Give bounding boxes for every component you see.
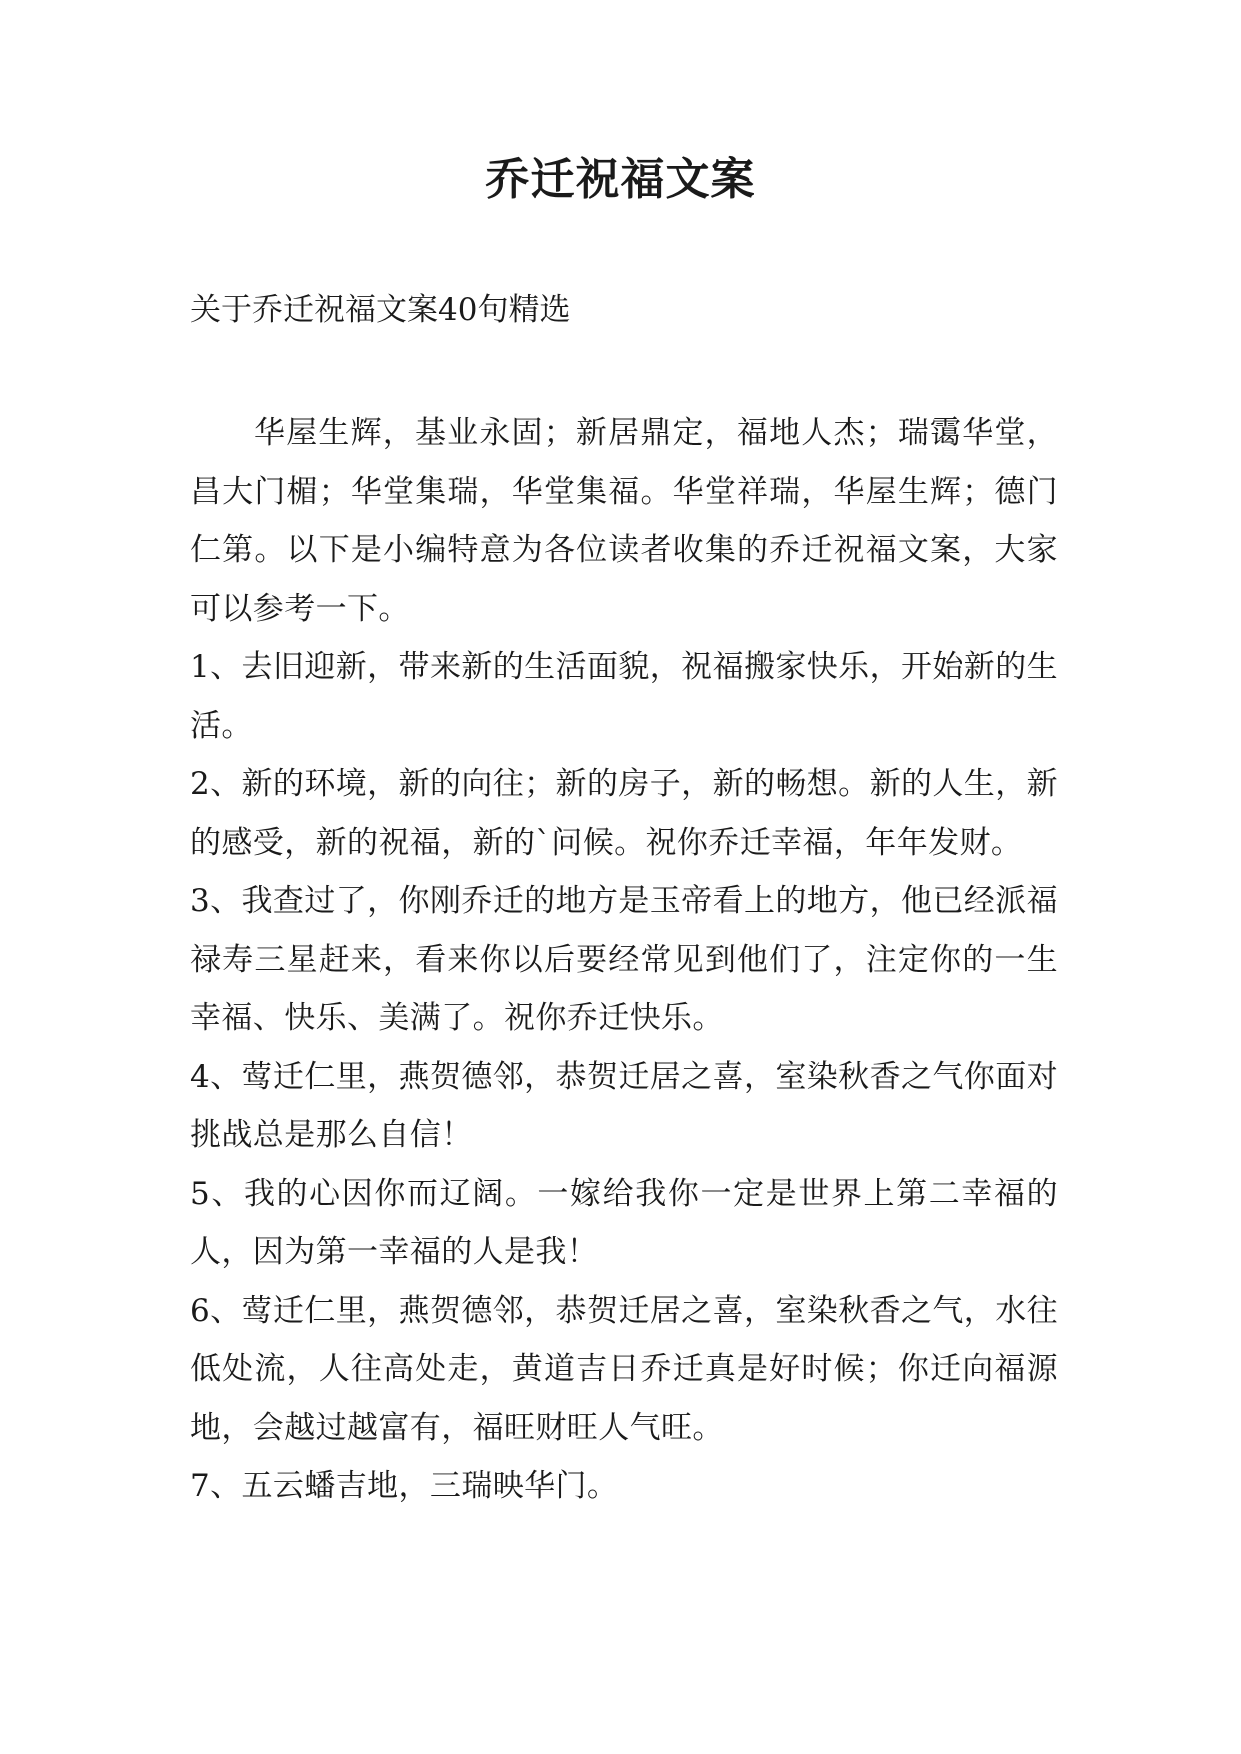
page-title: 乔迁祝福文案: [485, 154, 756, 205]
document-subtitle: 关于乔迁祝福文案40句精选: [190, 292, 571, 328]
list-item: 2、新的环境，新的向往；新的房子，新的畅想。新的人生，新的感受，新的祝福，新的`问候。祝你乔迁幸福，年年发财。: [190, 766, 1058, 861]
list-item: 6、莺迁仁里，燕贺德邻，恭贺迁居之喜，室染秋香之气，水往低处流，人往高处走，黄道吉日乔迁真是好时候；你迁向福源地，会越过越富有，福旺财旺人气旺。: [190, 1292, 1058, 1446]
document-body: [190, 404, 1058, 1516]
list-item: 7、五云蟠吉地，三瑞映华门。: [190, 1468, 619, 1504]
list-item: 4、莺迁仁里，燕贺德邻，恭贺迁居之喜，室染秋香之气你面对挑战总是那么自信！: [190, 1058, 1058, 1153]
list-item: 3、我查过了，你刚乔迁的地方是玉帝看上的地方，他已经派福禄寿三星赶来，看来你以后要经常见到他们了，注定你的一生幸福、快乐、美满了。祝你乔迁快乐。: [190, 883, 1058, 1036]
intro-paragraph: 华屋生辉，基业永固；新居鼎定，福地人杰；瑞霭华堂，昌大门楣；华堂集瑞，华堂集福。华堂祥瑞，华屋生辉；德门仁第。以下是小编特意为各位读者收集的乔迁祝福文案，大家可以参考一下。: [190, 415, 1058, 627]
list-item: 5、我的心因你而辽阔。一嫁给我你一定是世界上第二幸福的人，因为第一幸福的人是我！: [190, 1175, 1058, 1270]
list-item: 1、去旧迎新，带来新的生活面貌，祝福搬家快乐，开始新的生活。: [190, 649, 1058, 744]
